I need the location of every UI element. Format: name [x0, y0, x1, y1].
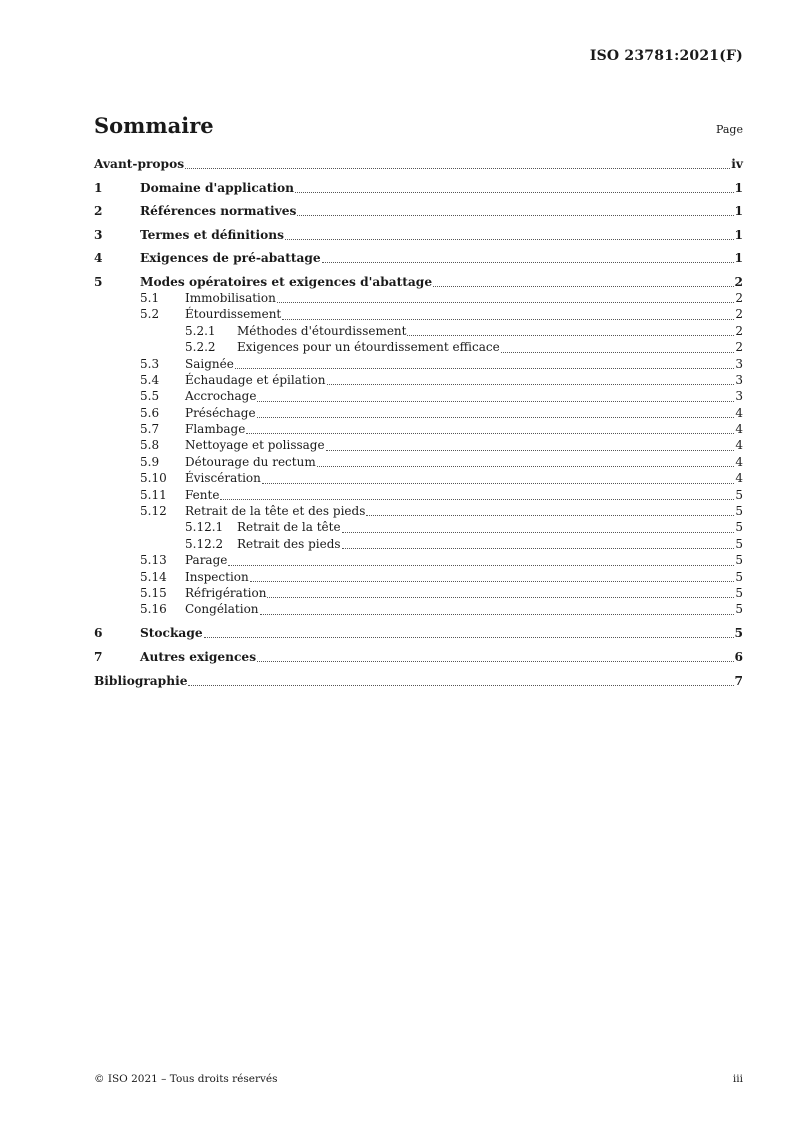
toc-entry-number: 1 [94, 180, 103, 195]
toc-entry[interactable] [94, 227, 743, 243]
toc-entry[interactable] [94, 405, 743, 421]
dot-leader [342, 547, 735, 549]
toc-entry[interactable] [94, 306, 743, 322]
toc-entry[interactable] [94, 601, 743, 617]
dot-leader [267, 596, 734, 598]
toc-entry-page: 2 [735, 323, 743, 338]
dot-leader [501, 351, 735, 353]
dot-leader [433, 285, 733, 287]
toc-entry-page: 5 [735, 504, 743, 519]
page-footer [94, 1073, 743, 1085]
toc-entry-label[interactable]: Accrochage [185, 389, 257, 404]
dot-leader [327, 383, 735, 385]
toc-entry-number: 5.2.2 [185, 340, 216, 355]
toc-entry[interactable] [94, 421, 743, 437]
toc-entry-page: 2 [734, 274, 743, 289]
toc-entry[interactable] [94, 274, 743, 290]
toc-entry-page: 2 [735, 290, 743, 305]
toc-entry[interactable] [94, 372, 743, 388]
toc-entry[interactable] [94, 625, 743, 641]
toc-entry[interactable] [94, 156, 743, 172]
toc-entry-page: 1 [734, 251, 743, 266]
dot-leader [257, 660, 733, 662]
dot-leader [366, 514, 734, 516]
toc-entry-page: 1 [734, 180, 743, 195]
toc-entry-page: 3 [735, 356, 743, 371]
toc-entry-label[interactable]: Inspection [185, 569, 249, 584]
toc-entry-label[interactable]: Parage [185, 553, 228, 568]
toc-entry-number: 5.12.1 [185, 520, 224, 535]
toc-entry[interactable] [94, 180, 743, 196]
toc-entry-label[interactable]: Fente [185, 487, 220, 502]
toc-entry-label[interactable]: Retrait de la tête [237, 520, 341, 535]
toc-entry-page: 4 [735, 422, 743, 437]
toc-entry-page: 5 [734, 626, 743, 641]
dot-leader [295, 191, 734, 193]
dot-leader [185, 167, 730, 169]
toc-entry[interactable] [94, 470, 743, 486]
toc-entry-label[interactable]: Éviscération [185, 471, 261, 486]
toc-entry-label[interactable]: Autres exigences [140, 649, 257, 664]
toc-entry[interactable] [94, 203, 743, 219]
toc-entry-label[interactable]: Réfrigération [185, 586, 267, 600]
dot-leader [297, 214, 733, 216]
toc-entry-page: 3 [735, 389, 743, 404]
toc-entry[interactable] [94, 323, 743, 339]
dot-leader [326, 449, 735, 451]
toc-entry-number: 5.4 [140, 372, 160, 387]
toc-entry-page: 5 [735, 553, 743, 568]
toc-entry[interactable] [94, 503, 743, 519]
toc-entry-number: 4 [94, 251, 103, 266]
toc-entry[interactable] [94, 569, 743, 585]
toc-title-row [94, 113, 743, 138]
toc-entry-label[interactable]: Échaudage et épilation [185, 372, 326, 387]
toc-entry-number: 5.11 [140, 487, 167, 502]
toc-entry-page: 4 [735, 471, 743, 486]
toc-entry-number: 5.12 [140, 504, 167, 519]
toc-entry-label[interactable]: Retrait des pieds [237, 536, 341, 551]
toc-entry-label[interactable]: Flambage [185, 422, 246, 437]
dot-leader [317, 465, 735, 467]
dot-leader [188, 684, 733, 686]
dot-leader [342, 531, 735, 533]
toc-entry-page: 5 [735, 487, 743, 502]
toc-entry-number: 7 [94, 649, 103, 664]
dot-leader [262, 482, 734, 484]
toc-entry-label[interactable]: Domaine d'application [140, 180, 294, 195]
toc-entry-label[interactable]: Étourdissement [185, 307, 282, 322]
toc-entry-page: 2 [735, 307, 743, 322]
toc-entry-number: 5.14 [140, 569, 167, 584]
footer-page-number: iii [732, 1073, 743, 1085]
toc-entry-page: 1 [734, 227, 743, 242]
dot-leader [260, 613, 735, 615]
toc-entry-page: 1 [734, 204, 743, 219]
toc-entry-page: iv [731, 157, 743, 171]
toc-entry-number: 5.1 [140, 290, 160, 305]
toc-entry[interactable] [94, 454, 743, 470]
toc-entry-number: 5.9 [140, 454, 160, 469]
toc-entry-page: 2 [735, 340, 743, 355]
dot-leader [322, 261, 734, 263]
dot-leader [282, 318, 734, 320]
toc-entry-number: 5.6 [140, 405, 160, 420]
toc-entry-number: 5.7 [140, 422, 160, 437]
toc-entry-number: 5.8 [140, 438, 160, 453]
dot-leader [220, 498, 734, 500]
toc-entry[interactable] [94, 536, 743, 552]
toc-title: Sommaire [94, 113, 214, 138]
toc-entry[interactable] [94, 290, 743, 306]
table-of-contents [94, 156, 743, 689]
toc-entry-page: 3 [735, 372, 743, 387]
toc-entry-label[interactable]: Modes opératoires et exigences d'abattage [140, 274, 433, 289]
dot-leader [257, 400, 734, 402]
toc-entry-page: 5 [735, 602, 743, 617]
dot-leader [228, 564, 734, 566]
toc-entry-number: 5.13 [140, 553, 167, 568]
toc-entry[interactable] [94, 388, 743, 404]
toc-entry-page: 6 [734, 649, 743, 664]
document-code: ISO 23781:2021(F) [589, 48, 743, 64]
dot-leader [277, 301, 735, 303]
toc-entry-page: 5 [735, 569, 743, 584]
toc-entry-number: 5.2.1 [185, 323, 216, 338]
toc-entry-label[interactable]: Termes et définitions [140, 227, 284, 242]
toc-entry-label[interactable]: Bibliographie [94, 673, 188, 688]
dot-leader [285, 238, 734, 240]
toc-entry-number: 6 [94, 626, 103, 641]
toc-entry-page: 4 [735, 454, 743, 469]
dot-leader [407, 334, 734, 336]
toc-entry-number: 5.15 [140, 586, 167, 600]
toc-entry[interactable] [94, 437, 743, 453]
toc-entry-label[interactable]: Avant-propos [94, 157, 185, 171]
copyright-notice: © ISO 2021 – Tous droits réservés [94, 1073, 278, 1085]
toc-entry-label[interactable]: Préséchage [185, 405, 256, 420]
dot-leader [204, 636, 734, 638]
toc-entry-page: 5 [735, 536, 743, 551]
toc-entry[interactable] [94, 487, 743, 503]
toc-entry-label[interactable]: Retrait de la tête et des pieds [185, 504, 366, 519]
toc-entry-label[interactable]: Exigences de pré-abattage [140, 251, 321, 266]
dot-leader [235, 367, 735, 369]
toc-entry-label[interactable]: Nettoyage et polissage [185, 438, 325, 453]
toc-entry-page: 7 [734, 673, 743, 688]
toc-entry[interactable] [94, 250, 743, 266]
toc-entry-number: 5.16 [140, 602, 167, 617]
toc-entry-label[interactable]: Stockage [140, 626, 203, 641]
toc-entry[interactable] [94, 649, 743, 665]
toc-entry[interactable] [94, 673, 743, 689]
toc-entry[interactable] [94, 519, 743, 535]
page-column-label: Page [715, 123, 743, 136]
toc-entry[interactable] [94, 585, 743, 601]
toc-entry-number: 5 [94, 274, 103, 289]
toc-entry-page: 5 [735, 586, 743, 600]
toc-entry-number: 5.3 [140, 356, 160, 371]
toc-entry[interactable] [94, 552, 743, 568]
toc-entry-label[interactable]: Congélation [185, 602, 259, 617]
toc-entry-number: 2 [94, 204, 103, 219]
toc-entry-page: 4 [735, 438, 743, 453]
dot-leader [246, 432, 734, 434]
toc-entry-number: 5.5 [140, 389, 160, 404]
toc-entry-page: 4 [735, 405, 743, 420]
toc-entry-page: 5 [735, 520, 743, 535]
toc-entry[interactable] [94, 339, 743, 355]
toc-entry-label[interactable]: Références normatives [140, 204, 297, 219]
toc-entry-number: 3 [94, 227, 103, 242]
toc-entry-label[interactable]: Méthodes d'étourdissement [237, 323, 407, 338]
toc-entry-label[interactable]: Détourage du rectum [185, 454, 316, 469]
toc-entry-label[interactable]: Exigences pour un étourdissement efficace [237, 340, 500, 355]
toc-entry-number: 5.12.2 [185, 536, 224, 551]
dot-leader [250, 580, 735, 582]
toc-entry[interactable] [94, 356, 743, 372]
toc-entry-number: 5.2 [140, 307, 160, 322]
toc-entry-number: 5.10 [140, 471, 167, 486]
toc-entry-label[interactable]: Immobilisation [185, 290, 276, 305]
dot-leader [257, 416, 735, 418]
toc-entry-label[interactable]: Saignée [185, 356, 234, 371]
